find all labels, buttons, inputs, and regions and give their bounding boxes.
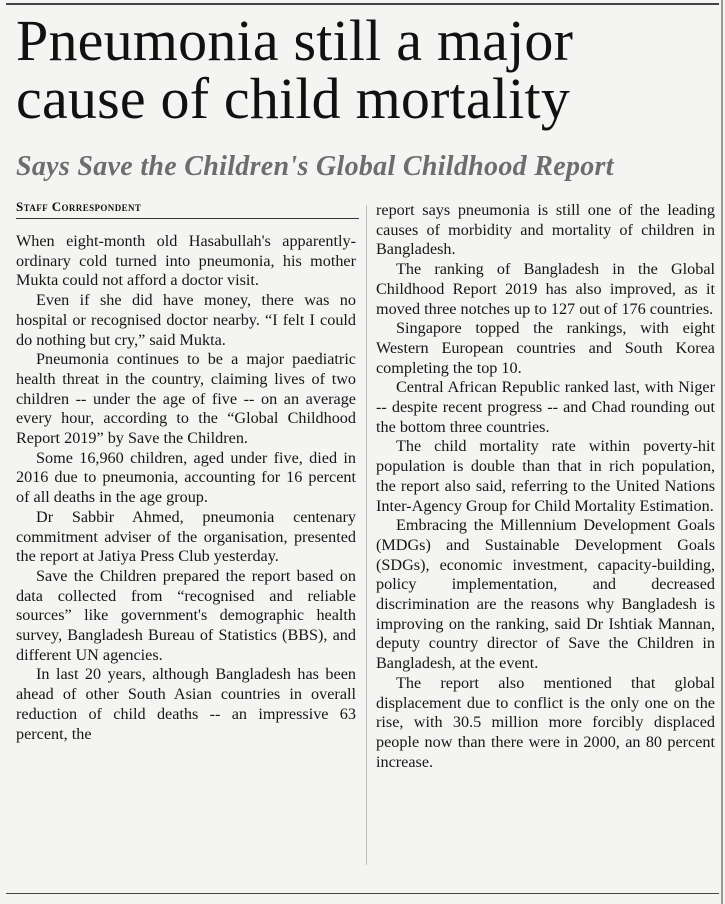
paragraph: Dr Sabbir Ahmed, pneumonia centenary commitment adviser of the organisation, presented the report at Jatiya Press Club yesterday. bbox=[16, 507, 356, 566]
column-divider bbox=[366, 205, 367, 865]
page-edge-rule bbox=[721, 0, 723, 904]
byline-rule bbox=[16, 218, 359, 219]
subheadline: Says Save the Children's Global Childhood Report bbox=[16, 151, 614, 182]
bottom-rule bbox=[6, 893, 719, 894]
left-column bbox=[16, 232, 356, 744]
paragraph: Pneumonia continues to be a major paediatric health threat in the country, claiming lives of two children -- under the age of five -- on an average every hour, according to the “Global Childhood Report 2019” by Save the Children. bbox=[16, 350, 356, 448]
byline: Staff Correspondent bbox=[16, 199, 142, 214]
paragraph: Even if she did have money, there was no hospital or recognised doctor nearby. “I felt I could do nothing but cry,” said Mukta. bbox=[16, 291, 356, 349]
paragraph: The child mortality rate within poverty-hit population is double than that in rich population, the report also said, referring to the United Nations Inter-Agency Group for Child Mortality Estimation. bbox=[376, 437, 715, 515]
top-rule bbox=[6, 3, 719, 5]
headline: Pneumonia still a major cause of child mortality bbox=[16, 8, 574, 131]
right-column bbox=[376, 201, 715, 772]
paragraph: Central African Republic ranked last, with Niger -- despite recent progress -- and Chad rounding out the bottom three countries. bbox=[376, 378, 715, 436]
paragraph: report says pneumonia is still one of the leading causes of morbidity and mortality of children in Bangladesh. bbox=[376, 201, 715, 259]
paragraph: The ranking of Bangladesh in the Global Childhood Report 2019 has also improved, as it moved three notches up to 127 out of 176 countries. bbox=[376, 260, 715, 318]
paragraph: Save the Children prepared the report based on data collected from “recognised and reliable sources” like government's demographic health survey, Bangladesh Bureau of Statistics (BBS), and different UN agencies. bbox=[16, 566, 356, 664]
paragraph: Some 16,960 children, aged under five, died in 2016 due to pneumonia, accounting for 16 percent of all deaths in the age group. bbox=[16, 448, 356, 507]
paragraph: Singapore topped the rankings, with eight Western European countries and South Korea completing the top 10. bbox=[376, 319, 715, 377]
paragraph: When eight-month old Hasabullah's apparently-ordinary cold turned into pneumonia, his mother Mukta could not afford a doctor visit. bbox=[16, 232, 356, 290]
paragraph: The report also mentioned that global displacement due to conflict is the only one on the rise, with 30.5 million more forcibly displaced people now than there were in 2000, an 80 percent increase. bbox=[376, 673, 715, 771]
paragraph: Embracing the Millennium Development Goals (MDGs) and Sustainable Development Goals (SDGs), economic investment, capacity-building, policy implementation, and decreased discrimination are the reasons why Bangladesh is improving on the ranking, said Dr Ishtiak Mannan, deputy country director of Save the Children in Bangladesh, at the event. bbox=[376, 516, 715, 673]
paragraph: In last 20 years, although Bangladesh has been ahead of other South Asian countries in overall reduction of child deaths -- an impressive 63 percent, the bbox=[16, 665, 356, 743]
